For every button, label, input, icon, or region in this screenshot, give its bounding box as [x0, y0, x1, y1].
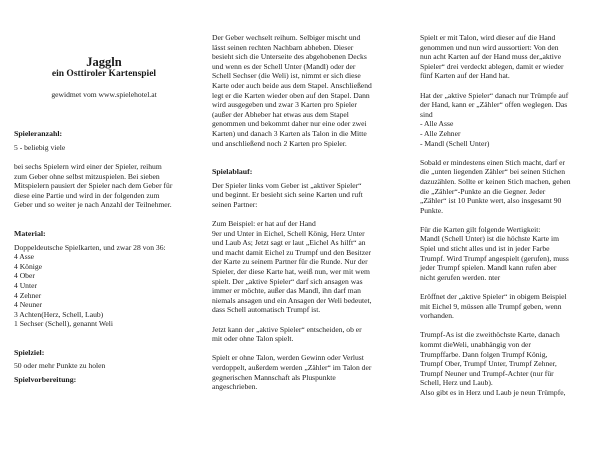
text-line: Mitspielern pausiert der Spieler nach dem Geber für [14, 181, 173, 191]
text-line: 4 Unter [14, 280, 37, 290]
text-line: Mandl (Schell Unter) ist die höchste Karte im [420, 234, 559, 244]
text-line: 4 Neuner [14, 300, 43, 310]
heading-spieleranzahl: Spieleranzahl: [14, 129, 63, 139]
text-line: sind [420, 109, 433, 119]
text-line: Der Geber wechselt reihum. Selbiger mischt und [212, 33, 361, 42]
material-list [14, 243, 194, 329]
text-line: 3 Achten(Herz, Schell, Laub) [14, 309, 104, 319]
text-line: 4 Ober [14, 271, 35, 281]
text-line: Der Spieler links vom Geber ist „aktiver Spieler“ [212, 180, 362, 190]
text-line: - Alle Asse [420, 119, 454, 129]
text-line: fünf Karten auf der Hand hat. [420, 71, 510, 81]
text-line: nicht gerufen werden. nter [420, 272, 501, 282]
spielziel-value: 50 oder mehr Punkte zu holen [14, 361, 106, 371]
text-line: 9er und Unter in Eichel, Schell König, Herz Unter [212, 228, 365, 238]
column-left [14, 56, 194, 385]
text-line: wird ausgegeben und zwar 3 Karten pro Spieler [212, 100, 357, 110]
text-line: Also gibt es in Herz und Laub je neun Trümpfe, [420, 387, 566, 397]
text-line: Spielt er ohne Talon, werden Gewinn oder Verlust [212, 353, 364, 363]
text-line: der Karte zu seinem Partner für die Runde. Nur der [212, 257, 368, 267]
stich-para [420, 158, 592, 216]
text-line: Sobald er mindestens einen Stich macht, darf er [420, 157, 566, 167]
text-line: spielt. Der „aktive Spieler“ darf sich ansagen was [212, 276, 363, 286]
text-line: - Alle Zehner [420, 128, 461, 138]
text-line: dass Schell automatisch Trumpf ist. [212, 305, 321, 315]
text-line: mit Eichel 9, müssen alle Trumpf geben, wenn [420, 301, 562, 311]
text-line: Trumpf Ober, Trumpf Unter, Trumpf Zehner, [420, 359, 557, 369]
spieleranzahl-value: 5 - beliebig viele [14, 142, 66, 152]
text-line: seinen Partner: [212, 199, 258, 209]
eroeffnung-para [420, 292, 592, 321]
text-line: Schell, Herz und Laub). [420, 378, 493, 388]
heading-spielziel: Spielziel: [14, 347, 45, 357]
text-line: immer er möchte, außer das Mandl, ihn darf man [212, 286, 361, 296]
column-right [420, 33, 592, 398]
text-line: zum Geber ohne selbst mitzuspielen. Bei sieben [14, 171, 160, 181]
text-line: 4 Asse [14, 252, 35, 262]
text-line: bei sechs Spielern wird einer der Spieler, reihum [14, 161, 162, 171]
text-line: diese eine Partie und wird in der folgenden zum [14, 190, 160, 200]
text-line: (außer der Abheber hat etwas aus dem Stapel [212, 109, 349, 119]
text-line: nun acht Karten auf der Hand muss der„aktive [420, 52, 562, 62]
dedication: gewidmet vom www.spielehotel.at [51, 89, 157, 99]
text-line: Karte oder auch beide aus dem Stapel. Anschließend [212, 80, 372, 90]
column-middle [212, 33, 394, 392]
text-line: Schell Sechser (die Weli) ist, nimmt er sich diese [212, 71, 361, 81]
talon-para [420, 33, 592, 81]
text-line: Trumpf. Wird Trumpf angespielt (gerufen), muss [420, 253, 569, 263]
text-line: niemals ansagen und ein Ansagen der Weli bedeutet, [212, 295, 372, 305]
text-line: besieht sich die Unterseite des abgehobenen Decks [212, 52, 367, 62]
text-line: Für die Karten gilt folgende Wertigkeit: [420, 224, 541, 234]
document-title: Jaggln [86, 55, 122, 69]
spielvorbereitung-text [212, 33, 394, 148]
text-line: Trumpf-As ist die zweithöchste Karte, danach [420, 330, 560, 340]
spielablauf-para-2 [212, 219, 394, 315]
text-line: dazuzählen. Sollte er keinen Stich machen, gehen [420, 176, 571, 186]
text-line: und macht damit Eichel zu Trumpf und den Besitzer [212, 247, 372, 257]
text-line: genommen und nun wird aussortiert: Von den [420, 42, 559, 52]
document-subtitle: ein Osttiroler Kartenspiel [51, 69, 157, 79]
text-line: 4 Könige [14, 261, 43, 271]
text-line: lässt seinen rechten Nachbarn abheben. Dieser [212, 42, 354, 52]
text-line: Spieler, der diese Karte hat, weiß nun, wer mit wem [212, 267, 370, 277]
text-line: angeschrieben. [212, 382, 258, 392]
wertigkeit-para [420, 225, 592, 283]
spieleranzahl-text [14, 162, 194, 210]
text-line: die „unten liegenden Zähler“ bei seinen Stichen [420, 167, 566, 177]
spielablauf-para-4 [212, 353, 394, 391]
text-line: Punkte. [420, 205, 443, 215]
heading-spielvorbereitung: Spielvorbereitung: [14, 375, 77, 385]
zaehler-para [420, 91, 592, 149]
trumpf-para [420, 330, 592, 397]
text-line: Hat der „aktive Spieler“ danach nur Trümpfe auf [420, 90, 569, 100]
spielablauf-para-3 [212, 325, 394, 344]
text-line: 4 Zehner [14, 290, 42, 300]
text-line: Spieler“ drei verdeckt ablegen, damit er wieder [420, 61, 564, 71]
text-line: legt er die Karten wieder oben auf den Stapel. Dann [212, 90, 370, 100]
text-line: Spiel und sticht alles und ist in jeder Farbe [420, 244, 550, 254]
text-line: - Mandl (Schell Unter) [420, 138, 490, 148]
text-line: jeder Trumpf spielen. Mandl kann rufen aber [420, 263, 557, 273]
text-line: mit oder ohne Talon spielt. [212, 334, 294, 344]
text-line: und wenn es der Schell Unter (Mandl) oder der [212, 61, 356, 71]
text-line: Jetzt kann der „aktive Spieler“ entscheiden, ob er [212, 324, 362, 334]
text-line: verdoppelt, außerdem werden „Zähler“ im Talon der [212, 363, 372, 372]
text-line: und beginnt. Er besieht sich seine Karten und ruft [212, 190, 363, 200]
text-line: „Zähler“ ist 10 Punkte wert, also insgesamt 90 [420, 196, 562, 206]
text-line: vorhanden. [420, 311, 454, 321]
text-line: 1 Sechser (Schell), genannt Weli [14, 319, 113, 329]
text-line: genommen und bekommt daher nur eine oder zwei [212, 119, 367, 129]
text-line: Doppeldeutsche Spielkarten, und zwar 28 von 36: [14, 242, 166, 252]
text-line: Geber und so weiter je nach Anzahl der Teilnehmer. [14, 200, 172, 210]
text-line: die „Zähler“-Punkte an die Gegner. Jeder [420, 186, 546, 196]
text-line: der Hand, kann er „Zähler“ offen weglegen. Das [420, 100, 568, 110]
text-line: Zum Beispiel: er hat auf der Hand [212, 219, 316, 229]
text-line: und anschließend noch 2 Karten pro Spieler. [212, 138, 347, 148]
text-line: Trumpffarbe. Dann folgen Trumpf König, [420, 349, 548, 359]
text-line: Karten) und danach 3 Karten als Talon in die Mitte [212, 128, 367, 138]
text-line: Eröffnet der „aktive Spieler“ in obigem Beispiel [420, 292, 567, 302]
spielablauf-para-1 [212, 181, 394, 210]
text-line: kommt dieWeli, unabhängig von der [420, 340, 531, 349]
text-line: gegnerischen Mannschaft als Pluspunkte [212, 372, 336, 382]
heading-spielablauf: Spielablauf: [212, 167, 253, 177]
text-line: und Laub As; Jetzt sagt er laut „Eichel As hilft“ an [212, 238, 366, 248]
text-line: Spielt er mit Talon, wird dieser auf die Hand [420, 33, 556, 42]
text-line: Trumpf Neuner und Trumpf-Achter (nur für [420, 368, 554, 378]
heading-material: Material: [14, 228, 46, 238]
